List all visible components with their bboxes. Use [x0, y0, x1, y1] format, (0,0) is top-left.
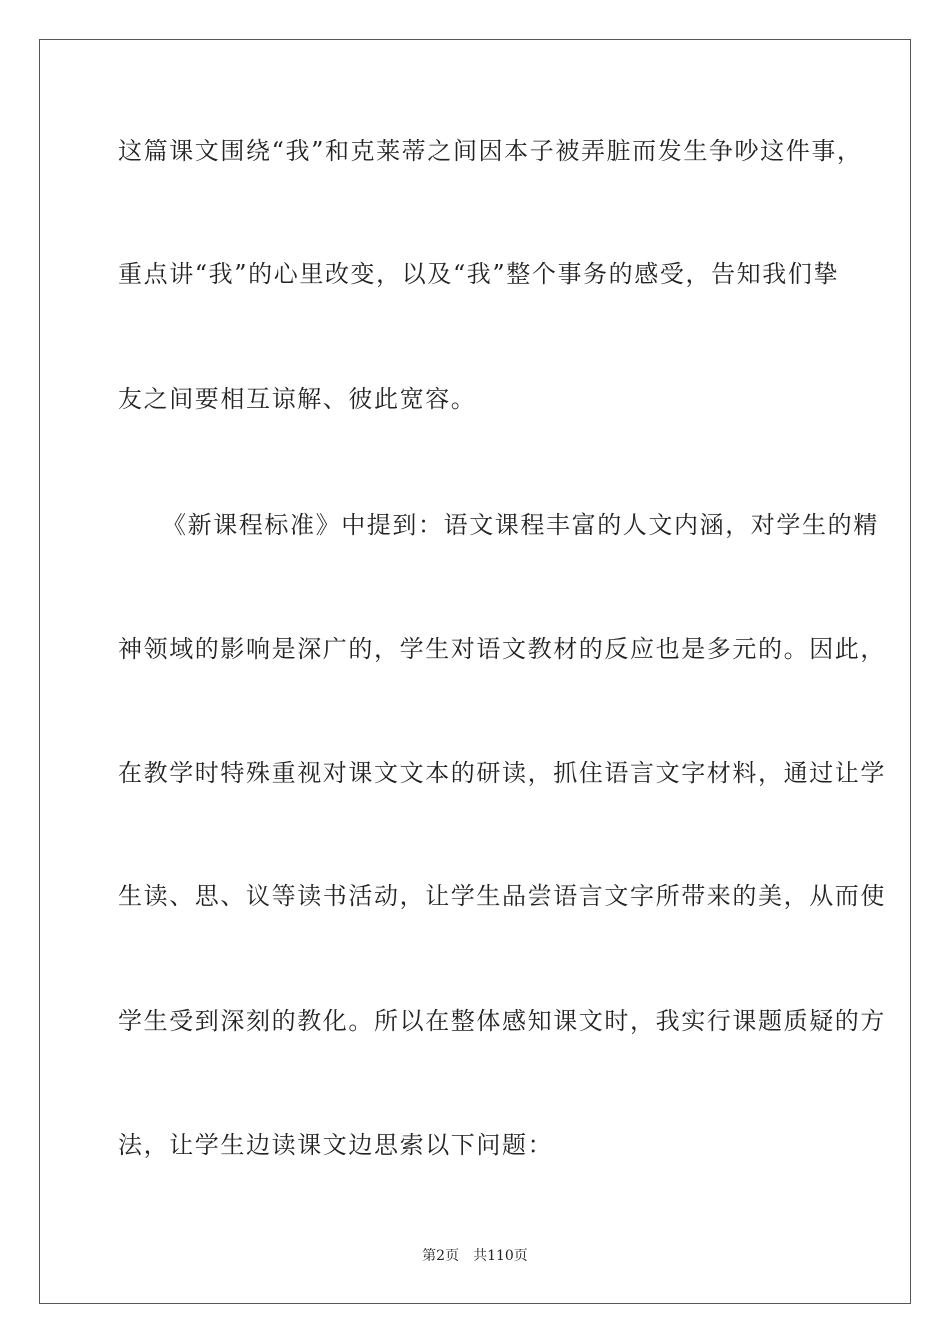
paragraph-2-line-1: 《新课程标准》中提到：语文课程丰富的人文内涵，对学生的精: [162, 511, 879, 539]
page-border: [39, 39, 911, 1304]
paragraph-1-line-1: 这篇课文围绕“我”和克莱蒂之间因本子被弄脏而发生争吵这件事，: [118, 137, 863, 165]
page-number-footer: 第2页 共110页: [422, 1248, 528, 1264]
paragraph-2-line-6: 法，让学生边读课文边思索以下问题：: [118, 1131, 554, 1159]
paragraph-2-line-4: 生读、思、议等读书活动，让学生品尝语言文字所带来的美，从而使: [118, 882, 886, 910]
paragraph-2-line-5: 学生受到深刻的教化。所以在整体感知课文时，我实行课题质疑的方: [118, 1007, 886, 1035]
paragraph-2-line-3: 在教学时特殊重视对课文文本的研读，抓住语言文字材料，通过让学: [118, 759, 886, 787]
paragraph-1-line-3: 友之间要相互谅解、彼此宽容。: [118, 385, 477, 413]
paragraph-2-line-2: 神领域的影响是深广的，学生对语文教材的反应也是多元的。因此，: [118, 635, 886, 663]
paragraph-1-line-2: 重点讲“我”的心里改变，以及“我”整个事务的感受，告知我们挚: [118, 260, 840, 288]
